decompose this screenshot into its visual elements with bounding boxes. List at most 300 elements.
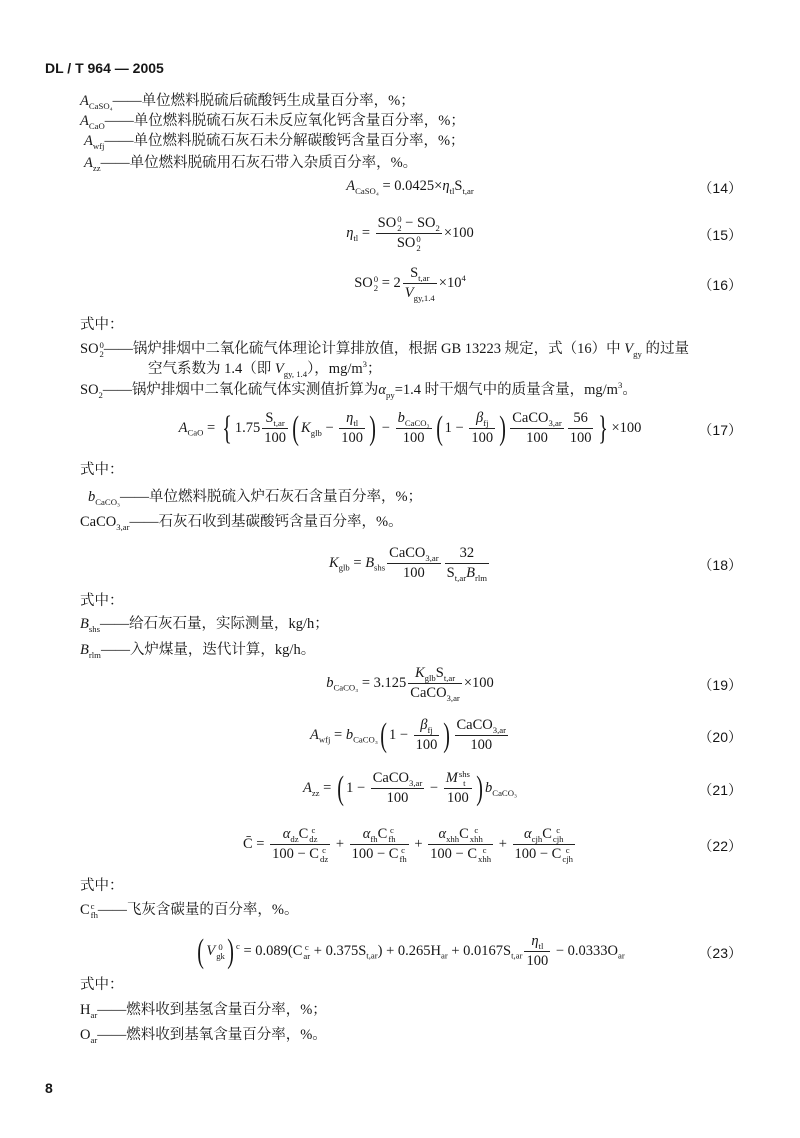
- math-text: ——入炉煤量，迭代计算，kg/h。: [100, 642, 316, 658]
- fraction: [350, 826, 409, 864]
- math-variable: M: [445, 770, 458, 787]
- math-text: +: [495, 836, 511, 853]
- math-text: 100: [526, 430, 548, 446]
- definition-item: [88, 487, 422, 507]
- math-text: H: [80, 1002, 91, 1018]
- math-text: ——石灰石收到基碳酸钙含量百分率，%。: [129, 514, 403, 530]
- math-text: ——燃料收到基氧含量百分率，%。: [97, 1027, 327, 1043]
- fraction: [513, 826, 575, 864]
- math-text: ），mg/m: [307, 361, 363, 377]
- math-text: O: [80, 1027, 91, 1043]
- math-subscript: 3,ar: [492, 724, 507, 735]
- math-superscript: c: [236, 941, 240, 951]
- math-sup-sub-stack: [470, 826, 483, 843]
- math-sup-sub-stack: [416, 235, 420, 252]
- equation: [80, 665, 740, 702]
- definition-term: [80, 642, 101, 658]
- fraction-denominator: [396, 429, 432, 447]
- fraction-denominator: [513, 845, 575, 863]
- math-superscript: c: [390, 825, 394, 835]
- math-superscript: shs: [458, 769, 470, 779]
- math-subscript: CaSO₄: [355, 185, 379, 196]
- fraction-numerator: [455, 717, 509, 736]
- math-variable: A: [84, 133, 93, 149]
- math-superscript: 3: [362, 359, 367, 370]
- definition-text: [101, 642, 315, 658]
- math-subscript: 2: [435, 222, 440, 233]
- math-text: 1 −: [388, 726, 412, 743]
- math-superscript: c: [556, 825, 561, 835]
- fraction: [510, 410, 564, 447]
- definition-text: [104, 341, 689, 357]
- math-text: SO: [377, 215, 397, 232]
- definition-text: [130, 514, 403, 530]
- math-text: SO: [80, 382, 99, 398]
- left-bracket: (: [197, 932, 205, 970]
- right-bracket: ): [499, 409, 506, 447]
- math-text: = 0.089(C: [239, 942, 303, 959]
- math-text: −: [321, 419, 338, 436]
- math-superscript: c: [565, 845, 570, 856]
- bracket-group: [335, 769, 485, 808]
- math-variable: b: [397, 410, 405, 426]
- math-variable: β: [420, 717, 428, 733]
- math-text: ——单位燃料脱硫后硫酸钙生成量百分率，%；: [112, 93, 415, 109]
- math-sup-sub-stack: [91, 902, 98, 919]
- fraction: [414, 717, 440, 754]
- equation: [80, 265, 740, 302]
- math-text: 56: [573, 410, 588, 426]
- math-sup-sub-stack: [216, 943, 225, 960]
- math-text: ) + 0.265H: [377, 942, 441, 959]
- math-variable: α: [282, 826, 291, 843]
- math-subscript: 2: [373, 282, 379, 293]
- math-subscript: zz: [311, 787, 320, 798]
- math-variable: K: [301, 419, 311, 436]
- math-text: 100: [341, 430, 364, 446]
- math-variable: A: [80, 113, 89, 129]
- math-text: ×10: [438, 274, 462, 291]
- math-variable: η: [346, 225, 354, 242]
- math-subscript: 2: [397, 222, 402, 233]
- equation: [80, 178, 740, 195]
- definition-item: [80, 900, 299, 920]
- math-text: ×100: [443, 225, 474, 242]
- math-subscript: gy,1.4: [413, 292, 435, 303]
- math-variable: η: [442, 178, 450, 194]
- math-subscript: t,ar: [511, 950, 523, 961]
- math-subscript: 2: [99, 348, 104, 359]
- math-subscript: wfj: [92, 140, 105, 151]
- math-subscript: tl: [449, 185, 455, 196]
- definition-item: [84, 153, 417, 173]
- math-subscript: rlm: [88, 649, 101, 660]
- fraction-numerator: [469, 410, 495, 429]
- math-subscript: ar: [90, 1034, 98, 1045]
- math-variable: β: [475, 410, 484, 426]
- math-text: S: [435, 665, 444, 681]
- fraction-numerator: [445, 545, 489, 564]
- equation-number: （18）: [698, 556, 742, 573]
- definition-term: [80, 113, 105, 129]
- fraction-denominator: [408, 684, 462, 702]
- fraction: [568, 410, 594, 447]
- math-superscript: c: [401, 845, 406, 856]
- definition-item: [80, 614, 329, 634]
- where-label: 式中：: [80, 317, 124, 333]
- math-text: = 2: [378, 274, 401, 291]
- math-text: SO: [80, 341, 99, 357]
- math-subscript: dz: [319, 854, 329, 865]
- math-text: S: [454, 178, 463, 194]
- fraction: [445, 545, 489, 582]
- math-subscript: dz: [290, 833, 299, 844]
- math-variable: A: [80, 93, 89, 109]
- math-subscript: fj: [483, 417, 489, 428]
- fraction-numerator: [444, 770, 472, 789]
- equation-number: （16）: [698, 276, 742, 293]
- definition-text: [103, 382, 637, 398]
- definition-item: [80, 1025, 327, 1045]
- math-text: =: [203, 419, 219, 436]
- definition-term: [80, 514, 130, 530]
- math-text: ——飞灰含碳量的百分率，%。: [97, 902, 299, 918]
- math-text: 100 − C: [351, 846, 399, 863]
- math-text: 100: [470, 737, 493, 753]
- math-text: C: [80, 902, 90, 918]
- fraction: [339, 410, 365, 447]
- math-variable: α: [378, 382, 387, 398]
- equation-number: （17）: [698, 421, 742, 438]
- math-variable: α: [438, 826, 447, 843]
- fraction-numerator: [387, 545, 441, 564]
- fraction-numerator: [350, 826, 409, 845]
- math-text: CaCO: [80, 514, 117, 530]
- math-subscript: CaCO₃: [492, 787, 518, 798]
- definition-text: [97, 1002, 327, 1018]
- fraction-numerator: [376, 215, 442, 234]
- fraction: [376, 215, 442, 253]
- bracket-group: [195, 932, 236, 970]
- math-variable: α: [523, 826, 532, 843]
- math-subscript: gy, 1.4: [283, 368, 308, 379]
- fraction-denominator: [387, 564, 441, 582]
- fraction-denominator: [376, 234, 442, 252]
- math-subscript: glb: [338, 562, 350, 573]
- fraction-denominator: [262, 429, 288, 447]
- math-subscript: CaCO₃: [95, 496, 120, 507]
- math-subscript: shs: [88, 623, 100, 634]
- right-bracket: }: [598, 409, 609, 447]
- fraction: [403, 265, 437, 302]
- math-subscript: tl: [538, 940, 544, 951]
- math-text: S: [265, 410, 274, 426]
- equation: [80, 826, 740, 864]
- definition-item: [80, 91, 415, 111]
- math-text: ×100: [463, 674, 494, 691]
- definition-item: [80, 640, 315, 660]
- math-variable: V: [206, 942, 216, 959]
- definition-term: [84, 133, 104, 149]
- fraction-numerator: [396, 410, 432, 429]
- definition-text: [120, 489, 422, 505]
- equation-number: （15）: [698, 227, 742, 243]
- math-subscript: ar: [303, 950, 311, 961]
- math-text: 32: [459, 545, 475, 561]
- equation-number: （20）: [698, 728, 742, 745]
- math-text: 空气系数为 1.4（即: [148, 361, 275, 377]
- equation: [80, 215, 740, 253]
- math-text: =1.4 时干烟气中的质量含量，mg/m: [394, 382, 618, 398]
- math-subscript: t,ar: [273, 417, 285, 428]
- math-superscript: 0: [416, 234, 421, 245]
- math-text: C: [542, 826, 552, 843]
- definition-term: [80, 341, 104, 357]
- math-subscript: 3,ar: [425, 552, 439, 563]
- math-superscript: c: [311, 825, 316, 835]
- bracket-group: [219, 409, 612, 447]
- fraction-denominator: [428, 845, 493, 863]
- fraction: [408, 665, 462, 702]
- math-text: 100: [415, 737, 438, 753]
- math-text: 1 −: [346, 780, 369, 797]
- math-superscript: 3: [617, 380, 623, 391]
- math-text: = 0.0425×: [378, 178, 443, 194]
- math-subscript: CaSO₄: [88, 100, 113, 111]
- math-text: 的过量: [641, 341, 689, 357]
- math-subscript: tl: [353, 417, 359, 428]
- left-bracket: (: [435, 409, 443, 447]
- math-sup-sub-stack: [459, 770, 470, 787]
- definition-term: [80, 382, 103, 398]
- math-subscript: fj: [427, 724, 433, 735]
- math-subscript: CaCO₃: [404, 417, 430, 428]
- math-text: + 0.375S: [310, 942, 367, 959]
- math-subscript: t,ar: [462, 185, 474, 196]
- math-variable: b: [88, 489, 96, 505]
- bracket-group: [290, 409, 378, 447]
- fraction-numerator: [414, 717, 440, 736]
- definition-item: [84, 131, 465, 151]
- fraction: [455, 717, 509, 754]
- bracket-group: [378, 716, 453, 754]
- math-text: CaCO: [456, 717, 493, 733]
- page-number: 8: [45, 1080, 53, 1096]
- math-text: ——单位燃料脱硫用石灰石带入杂质百分率，%。: [100, 155, 418, 171]
- math-subscript: 3,ar: [409, 778, 423, 789]
- fraction-denominator: [403, 284, 437, 302]
- math-text: 100 − C: [272, 846, 319, 863]
- math-text: ——燃料收到基氢含量百分率，%；: [97, 1002, 327, 1018]
- definition-text: [98, 902, 299, 918]
- math-variable: A: [178, 419, 188, 436]
- fraction: [469, 410, 495, 447]
- math-variable: η: [346, 410, 354, 426]
- fraction-numerator: [371, 770, 425, 789]
- math-text: C̄ =: [243, 836, 269, 853]
- math-text: ——锅炉排烟中二氧化硫气体实测值折算为: [102, 382, 379, 398]
- math-subscript: wfj: [318, 734, 331, 745]
- fraction-numerator: [403, 265, 437, 284]
- where-label: 式中：: [80, 593, 124, 609]
- math-variable: A: [84, 155, 93, 171]
- math-variable: A: [346, 178, 356, 194]
- left-bracket: (: [337, 770, 344, 808]
- equation-number: （14）: [698, 179, 742, 196]
- definition-text: [97, 1027, 327, 1043]
- fraction-denominator: [469, 429, 495, 447]
- math-subscript: glb: [424, 672, 436, 683]
- math-text: ；: [367, 361, 382, 377]
- math-text: ——单位燃料脱硫石灰石未分解碳酸钙含量百分率，%；: [104, 133, 465, 149]
- math-variable: V: [404, 285, 414, 301]
- definition-text-continued: [80, 359, 689, 379]
- right-bracket: ): [227, 932, 234, 970]
- math-subscript: cjh: [552, 833, 564, 844]
- definition-term: [80, 93, 113, 109]
- left-bracket: (: [292, 409, 299, 447]
- math-superscript: 0: [218, 941, 223, 952]
- math-subscript: gy: [633, 348, 642, 359]
- math-text: SO: [354, 274, 373, 291]
- math-text: 1.75: [234, 419, 261, 436]
- math-text: 100: [403, 565, 425, 581]
- math-subscript: ar: [441, 950, 448, 961]
- document-code-header: DL / T 964 — 2005: [45, 60, 164, 76]
- math-variable: B: [80, 642, 89, 658]
- fraction: [396, 410, 432, 447]
- math-subscript: fh: [90, 909, 98, 920]
- fraction-denominator: [568, 429, 594, 447]
- fraction: [524, 933, 550, 970]
- definition-text: [100, 616, 329, 632]
- math-variable: A: [309, 726, 319, 743]
- math-subscript: shs: [374, 562, 386, 573]
- math-variable: V: [274, 361, 284, 377]
- bracket-group: [434, 409, 509, 447]
- math-superscript: c: [304, 941, 309, 952]
- math-variable: B: [466, 565, 475, 581]
- math-subscript: ar: [618, 950, 625, 961]
- math-text: CaCO: [372, 770, 410, 787]
- math-text: ——给石灰石量，实际测量，kg/h；: [99, 616, 329, 632]
- definition-text: [113, 93, 415, 109]
- math-variable: A: [302, 780, 312, 797]
- math-subscript: fh: [388, 833, 396, 844]
- definition-item: [80, 1000, 327, 1020]
- math-variable: b: [326, 674, 334, 691]
- math-text: S: [446, 565, 455, 581]
- fraction-denominator: [371, 789, 425, 807]
- math-subscript: xhh: [446, 833, 460, 844]
- math-subscript: fh: [370, 833, 378, 844]
- fraction-denominator: [414, 736, 440, 754]
- math-variable: η: [531, 933, 539, 949]
- math-text: ——单位燃料脱硫石灰石未反应氧化钙含量百分率，%；: [104, 113, 465, 129]
- definition-text: [104, 133, 464, 149]
- fraction-numerator: [339, 410, 365, 429]
- equation: [80, 770, 740, 807]
- math-sup-sub-stack: [320, 846, 328, 863]
- where-label: 式中：: [80, 462, 124, 478]
- equation: [80, 717, 740, 754]
- math-text: ——单位燃料脱硫入炉石灰石含量百分率，%；: [120, 489, 423, 505]
- math-text: =: [319, 780, 335, 797]
- math-sup-sub-stack: [388, 826, 395, 843]
- math-text: CaCO: [410, 685, 447, 701]
- math-text: 100 − C: [514, 846, 562, 863]
- math-variable: K: [328, 554, 339, 571]
- math-text: +: [332, 836, 348, 853]
- definition-term: [84, 155, 101, 171]
- math-text: 100: [526, 953, 549, 969]
- math-text: 。: [622, 382, 637, 398]
- definition-item: [80, 339, 689, 379]
- math-text: SO: [396, 235, 416, 252]
- math-superscript: c: [474, 825, 479, 835]
- math-subscript: t: [463, 777, 466, 788]
- equation-number: （22）: [698, 838, 742, 854]
- math-subscript: 3,ar: [446, 692, 460, 703]
- definition-term: [88, 489, 120, 505]
- left-bracket: {: [222, 409, 232, 447]
- fraction: [444, 770, 472, 807]
- math-subscript: 3,ar: [116, 521, 130, 532]
- math-text: =: [349, 554, 366, 571]
- math-text: C: [459, 826, 469, 843]
- fraction-denominator: [339, 429, 365, 447]
- equation: [80, 933, 740, 970]
- math-text: 100: [402, 430, 425, 446]
- fraction-numerator: [510, 410, 564, 429]
- math-text: − SO: [401, 215, 436, 232]
- math-text: ——锅炉排烟中二氧化硫气体理论计算排放值，根据 GB 13223 规定，式（16）中: [103, 341, 625, 357]
- fraction-numerator: [428, 826, 493, 845]
- math-subscript: py: [386, 389, 395, 400]
- math-subscript: zz: [92, 162, 101, 173]
- math-sup-sub-stack: [562, 846, 573, 863]
- math-variable: b: [485, 780, 493, 797]
- math-superscript: c: [482, 845, 487, 856]
- fraction-denominator: [445, 564, 489, 582]
- math-text: + 0.0167S: [447, 942, 512, 959]
- fraction-denominator: [455, 736, 509, 754]
- fraction-denominator: [524, 952, 550, 970]
- equation-number: （21）: [698, 781, 742, 798]
- math-superscript: c: [90, 900, 95, 911]
- math-subscript: cjh: [531, 833, 543, 844]
- math-text: C: [298, 826, 309, 843]
- definition-item: [80, 380, 637, 400]
- math-text: = 3.125: [358, 674, 407, 691]
- fraction-denominator: [510, 429, 564, 447]
- definition-term: [80, 1027, 97, 1043]
- fraction: [270, 826, 330, 864]
- math-subscript: t,ar: [366, 950, 378, 961]
- fraction: [387, 545, 441, 582]
- definition-item: [80, 512, 403, 532]
- math-text: CaCO: [389, 545, 426, 561]
- math-text: 100: [264, 430, 286, 446]
- equation: [80, 410, 740, 447]
- math-subscript: tl: [353, 233, 359, 244]
- where-label: 式中：: [80, 878, 124, 894]
- math-subscript: t,ar: [443, 672, 456, 683]
- fraction: [428, 826, 493, 864]
- math-subscript: t,ar: [418, 272, 430, 283]
- fraction: [371, 770, 425, 807]
- fraction-numerator: [262, 410, 288, 429]
